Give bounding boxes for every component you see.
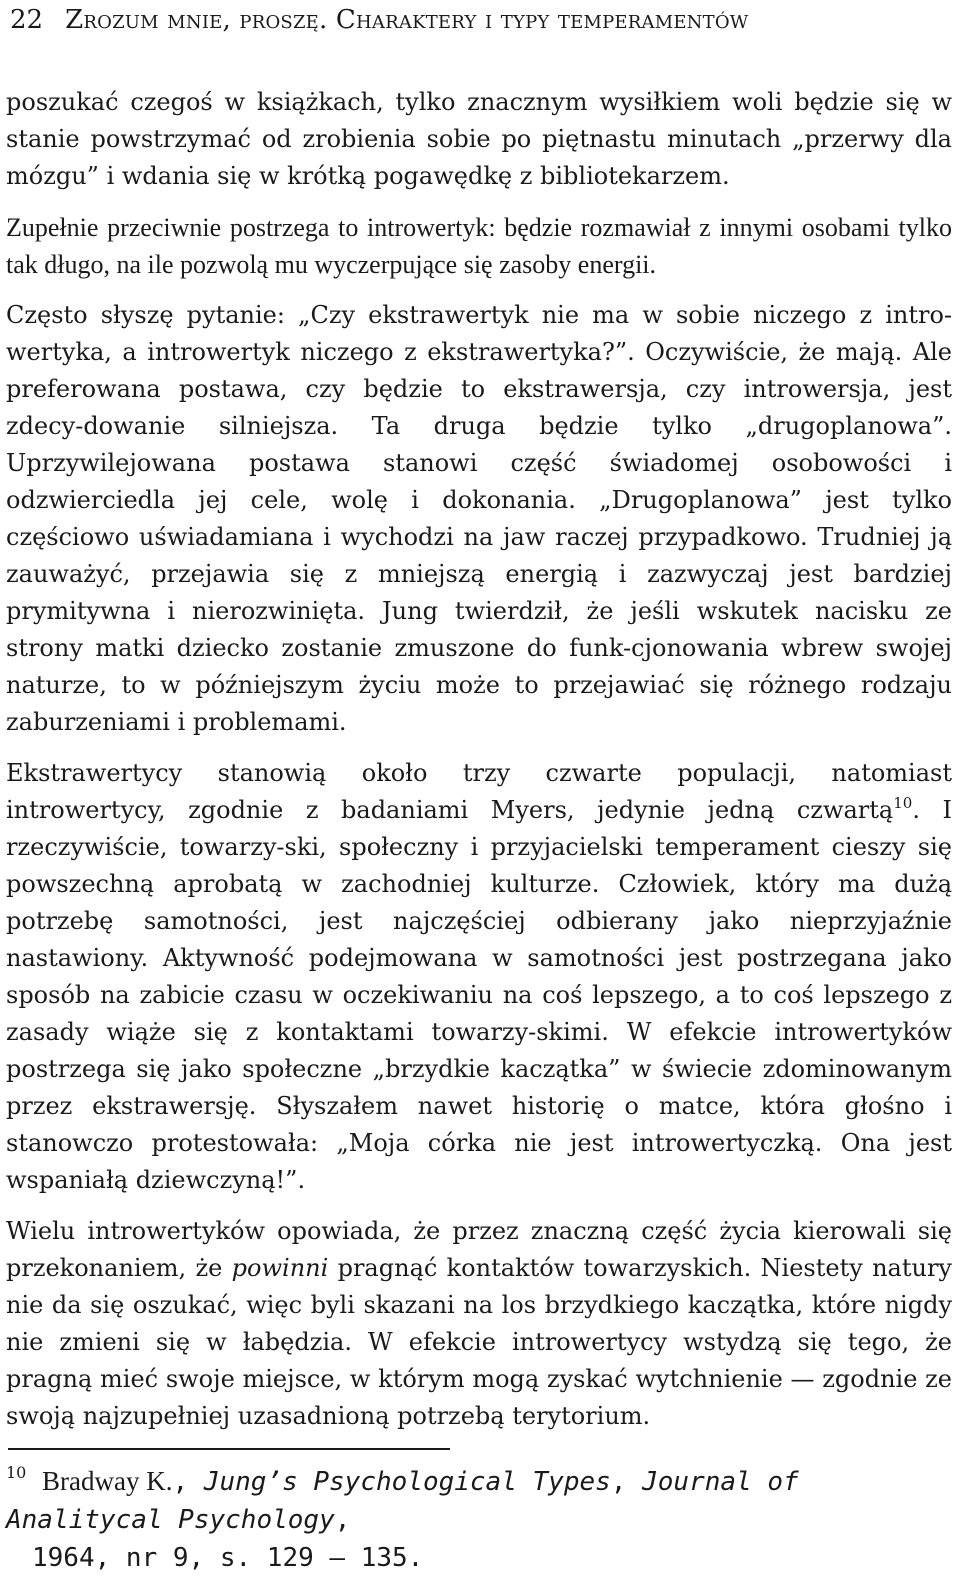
footnote-line-1: $^{10}$ Bradway K., Jung’s Psychological Types, Journal of Analitycal Psychology, (6, 1463, 799, 1535)
footnote-separator (8, 1448, 450, 1450)
body-text (6, 84, 952, 1449)
footnote-journal: Journal of Analitycal Psychology (6, 1467, 799, 1535)
running-title: Zrozum mnie, proszę. Charaktery i typy temperamentów (65, 5, 749, 35)
paragraph-2: Zupełnie przeciwnie postrzega to introwertyk: będzie rozmawiał z innymi osobami tylko tak długo, na ile pozwolą mu wyczerpujące się zasoby energii. (6, 213, 952, 279)
paragraph-1: poszukać czegoś w książkach, tylko znacznym wysiłkiem woli będzie się w stanie powstrzymać od zrobienia sobie po piętnastu minutach „przerwy dla mózgu” i wdania się w krótką pogawędkę z bibliotekarzem. (6, 88, 952, 190)
footnote-title: Jung’s Psychological Types (203, 1467, 611, 1497)
running-header (10, 4, 940, 36)
emphasis: powinni (231, 1254, 329, 1282)
paragraph-4 (6, 755, 952, 1199)
paragraph-5 (6, 1213, 952, 1435)
footnote (6, 1462, 952, 1577)
page-number: 22 (10, 5, 44, 35)
footnote-number: 10 (6, 1463, 27, 1482)
paragraph-4-text-b: . I rzeczywiście, towarzy-ski, społeczny i przyjacielski temperament cieszy się powszechną aprobatą w zachodniej kulturze. Człowiek, który ma dużą potrzebę samotności, jest najczęściej odbierany jako nieprzyjaźnie nastawiony. Aktywność podejmowana w samotności jest postrzegana jako sposób na zabicie czasu w oczekiwaniu na coś lepszego, a to coś lepszego z zasady wiąże się z kontaktami towarzy-skimi. W efekcie introwertyków postrzega się jako społeczne „brzydkie kaczątka” w świecie zdominowanym przez ekstrawersję. Słyszałem nawet historię o matce, która głośno i stanowczo protestowała: „Moja córka nie jest introwertyczką. Ona jest wspaniałą dziewczyną!”. (6, 796, 952, 1194)
paragraph-5-text-b: pragnąć kontaktów towarzyskich. Niestety natury nie da się oszukać, więc byli skazani na los brzydkiego kaczątka, które nigdy nie zmieni się w łabędzia. W efekcie introwertycy wstydzą się tego, że pragną mieć swoje miejsce, w którym mogą zyskać wytchnienie — zgodnie ze swoją najzupełniej uzasadnioną potrzebą terytorium. (6, 1254, 952, 1430)
paragraph-4-text-a: Ekstrawertycy stanowią około trzy czwarte populacji, natomiast introwertycy, zgodnie z badaniami Myers, jedynie jedną czwartą (6, 759, 952, 824)
footnote-author: Bradway K. (42, 1466, 173, 1496)
footnote-reference[interactable]: 10 (893, 794, 913, 812)
paragraph-5-text-a: Wielu introwertyków opowiada, że przez znaczną część życia kierowali się przekonaniem, że (6, 1217, 952, 1282)
paragraph-3: Często słyszę pytanie: „Czy ekstrawertyk nie ma w sobie niczego z intro-wertyka, a introwertyk niczego z ekstrawertyka?”. Oczywiście, że mają. Ale preferowana postawa, czy będzie to ekstrawersja, czy introwersja, jest zdecy-dowanie silniejsza. Ta druga będzie tylko „drugoplanowa”. Uprzywilejowana postawa stanowi część świadomej osobowości i odzwierciedla jej cele, wolę i dokonania. „Drugoplanowa” jest tylko częściowo uświadamiana i wychodzi na jaw raczej przypadkowo. Trudniej ją zauważyć, przejawia się z mniejszą energią i zazwyczaj jest bardziej prymitywna i nierozwinięta. Jung twierdził, że jeśli wskutek nacisku ze strony matki dziecko zostanie zmuszone do funk-cjonowania wbrew swojej naturze, to w późniejszym życiu może to przejawiać się różnego rodzaju zaburzeniami i problemami. (6, 301, 952, 736)
footnote-details: 1964, nr 9, s. 129 — 135. (32, 1543, 424, 1573)
